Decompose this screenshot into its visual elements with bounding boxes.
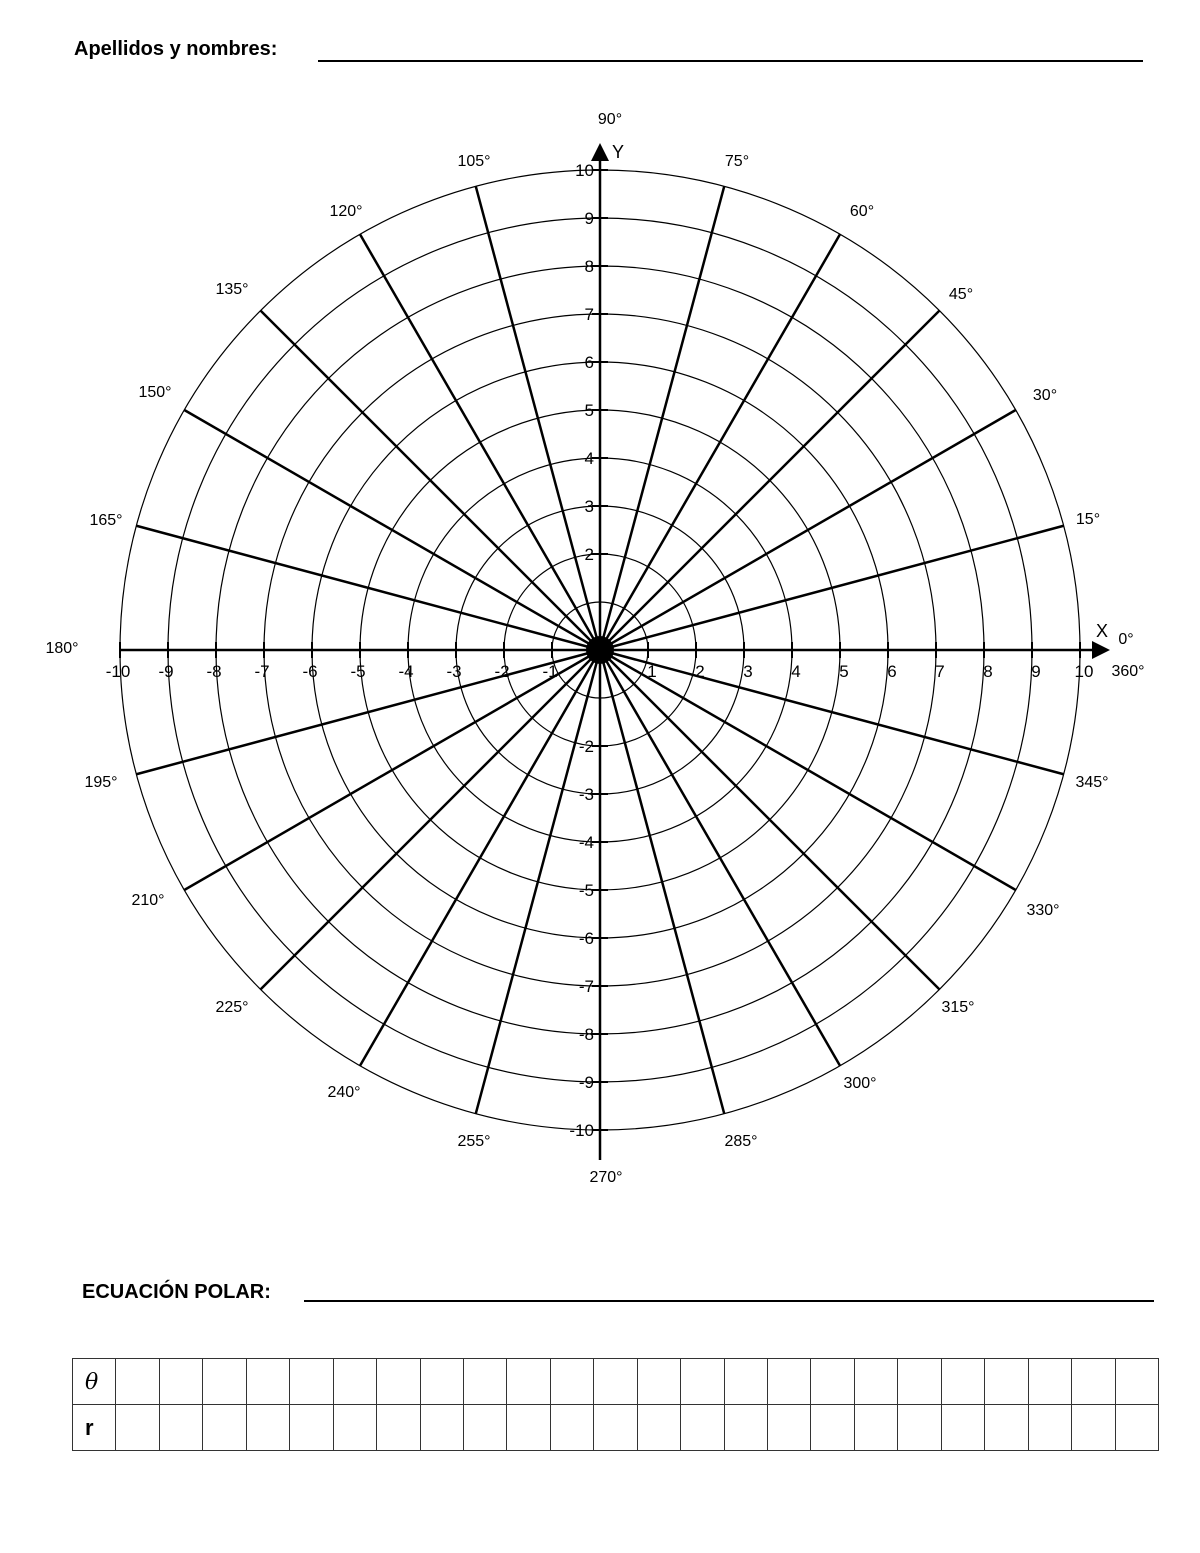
y-tick-label: 9: [584, 209, 594, 228]
x-tick-label: -3: [446, 662, 462, 681]
r-value-cell[interactable]: [594, 1405, 637, 1451]
r-value-cell[interactable]: [463, 1405, 506, 1451]
y-tick-label: -9: [578, 1073, 594, 1092]
x-tick-label: 8: [983, 662, 993, 681]
theta-value-cell[interactable]: [246, 1359, 289, 1405]
x-tick-label: 7: [935, 662, 945, 681]
r-symbol: r: [85, 1414, 94, 1440]
theta-value-cell[interactable]: [507, 1359, 550, 1405]
x-tick-label: -10: [105, 662, 131, 681]
r-value-cell[interactable]: [420, 1405, 463, 1451]
angle-label: 120°: [329, 203, 363, 220]
angle-label: 345°: [1075, 774, 1109, 791]
theta-value-cell[interactable]: [420, 1359, 463, 1405]
angle-label: 300°: [843, 1075, 877, 1092]
angle-label: 165°: [89, 512, 123, 529]
x-tick-label: 2: [695, 662, 705, 681]
theta-value-cell[interactable]: [681, 1359, 724, 1405]
ray-300: [600, 650, 840, 1066]
angle-label: 315°: [941, 999, 975, 1016]
r-value-cell[interactable]: [637, 1405, 680, 1451]
r-header-cell: [73, 1405, 116, 1451]
theta-value-cell[interactable]: [985, 1359, 1028, 1405]
y-tick-label: 6: [584, 353, 594, 372]
angle-label: 105°: [457, 153, 491, 170]
y-tick-label: -10: [569, 1121, 594, 1140]
ray-30: [600, 410, 1016, 650]
x-tick-label: 10: [1074, 662, 1094, 681]
x-tick-label: -9: [158, 662, 174, 681]
values-table: [72, 1358, 1159, 1451]
r-value-cell[interactable]: [898, 1405, 941, 1451]
origin-dot: [586, 636, 614, 664]
equation-label: ECUACIÓN POLAR:: [82, 1281, 271, 1303]
r-row: [73, 1405, 1159, 1451]
y-tick-label: 8: [584, 257, 594, 276]
y-axis-label: Y: [612, 142, 625, 162]
r-value-cell[interactable]: [941, 1405, 984, 1451]
theta-value-cell[interactable]: [333, 1359, 376, 1405]
theta-value-cell[interactable]: [637, 1359, 680, 1405]
x-tick-label: 3: [743, 662, 753, 681]
r-value-cell[interactable]: [1028, 1405, 1071, 1451]
ray-165: [136, 526, 600, 650]
theta-row: [73, 1359, 1159, 1405]
y-tick-label: -7: [578, 977, 594, 996]
theta-value-cell[interactable]: [463, 1359, 506, 1405]
r-value-cell[interactable]: [985, 1405, 1028, 1451]
angle-label: 180°: [45, 640, 79, 657]
r-value-cell[interactable]: [203, 1405, 246, 1451]
r-value-cell[interactable]: [724, 1405, 767, 1451]
ray-345: [600, 650, 1064, 774]
r-value-cell[interactable]: [333, 1405, 376, 1451]
r-value-cell[interactable]: [550, 1405, 593, 1451]
r-value-cell[interactable]: [116, 1405, 159, 1451]
x-tick-label: -6: [302, 662, 318, 681]
y-tick-label: 5: [584, 401, 594, 420]
theta-symbol: θ: [85, 1369, 99, 1395]
y-tick-label: 4: [584, 449, 594, 468]
ray-15: [600, 526, 1064, 650]
r-value-cell[interactable]: [768, 1405, 811, 1451]
theta-value-cell[interactable]: [594, 1359, 637, 1405]
angle-label: 75°: [724, 153, 750, 170]
y-tick-label: 3: [584, 497, 594, 516]
r-value-cell[interactable]: [507, 1405, 550, 1451]
r-value-cell[interactable]: [1115, 1405, 1159, 1451]
theta-value-cell[interactable]: [159, 1359, 202, 1405]
x-axis-label: X: [1096, 621, 1109, 641]
y-tick-label: -8: [578, 1025, 594, 1044]
theta-value-cell[interactable]: [550, 1359, 593, 1405]
r-value-cell[interactable]: [290, 1405, 333, 1451]
ray-225: [261, 650, 600, 989]
theta-value-cell[interactable]: [1028, 1359, 1071, 1405]
theta-value-cell[interactable]: [811, 1359, 854, 1405]
x-tick-label: -2: [494, 662, 510, 681]
ray-240: [360, 650, 600, 1066]
angle-label: 0°: [1118, 631, 1134, 648]
theta-value-cell[interactable]: [377, 1359, 420, 1405]
angle-label: 15°: [1075, 511, 1101, 528]
ray-75: [600, 186, 724, 650]
r-value-cell[interactable]: [159, 1405, 202, 1451]
y-tick-label: -4: [578, 833, 594, 852]
theta-value-cell[interactable]: [941, 1359, 984, 1405]
r-value-cell[interactable]: [854, 1405, 897, 1451]
ray-285: [600, 650, 724, 1114]
x-tick-label: -7: [254, 662, 270, 681]
r-value-cell[interactable]: [1072, 1405, 1115, 1451]
angle-label: 225°: [215, 999, 249, 1016]
x-tick-label: -8: [206, 662, 222, 681]
x-tick-label: -1: [542, 662, 558, 681]
angle-label: 285°: [724, 1133, 758, 1150]
y-tick-label: -5: [578, 881, 594, 900]
angle-label: 45°: [948, 286, 974, 303]
theta-value-cell[interactable]: [898, 1359, 941, 1405]
x-tick-label: 5: [839, 662, 849, 681]
ray-105: [476, 186, 600, 650]
y-tick-label: -6: [578, 929, 594, 948]
theta-value-cell[interactable]: [203, 1359, 246, 1405]
name-blank-line[interactable]: [318, 60, 1143, 62]
angle-label: 330°: [1026, 902, 1060, 919]
x-tick-label: 1: [647, 662, 657, 681]
ray-150: [184, 410, 600, 650]
angle-label: 360°: [1111, 663, 1145, 680]
ray-330: [600, 650, 1016, 890]
y-tick-label: 10: [575, 161, 594, 180]
x-tick-label: 6: [887, 662, 897, 681]
angle-label: 135°: [215, 281, 249, 298]
theta-value-cell[interactable]: [1115, 1359, 1159, 1405]
angle-label: 195°: [84, 774, 118, 791]
theta-value-cell[interactable]: [1072, 1359, 1115, 1405]
angle-label: 255°: [457, 1133, 491, 1150]
angle-label: 270°: [589, 1169, 623, 1186]
ray-60: [600, 234, 840, 650]
y-axis-arrow-icon: [591, 143, 609, 161]
angle-label: 30°: [1032, 387, 1058, 404]
x-tick-label: 9: [1031, 662, 1041, 681]
theta-value-cell[interactable]: [768, 1359, 811, 1405]
theta-value-cell[interactable]: [724, 1359, 767, 1405]
equation-blank-line[interactable]: [304, 1300, 1154, 1302]
y-tick-label: 7: [584, 305, 594, 324]
theta-header-cell: [73, 1359, 116, 1405]
r-value-cell[interactable]: [377, 1405, 420, 1451]
x-tick-label: -5: [350, 662, 366, 681]
theta-value-cell[interactable]: [854, 1359, 897, 1405]
ray-210: [184, 650, 600, 890]
polar-grid: [0, 100, 1200, 1210]
x-tick-label: 4: [791, 662, 801, 681]
ray-315: [600, 650, 939, 989]
theta-value-cell[interactable]: [290, 1359, 333, 1405]
x-axis-arrow-icon: [1092, 641, 1110, 659]
angle-label: 90°: [597, 111, 623, 128]
r-value-cell[interactable]: [246, 1405, 289, 1451]
angle-label: 150°: [138, 384, 172, 401]
r-value-cell[interactable]: [681, 1405, 724, 1451]
angle-label: 210°: [131, 892, 165, 909]
name-label: Apellidos y nombres:: [74, 38, 278, 60]
ray-120: [360, 234, 600, 650]
ray-45: [600, 311, 939, 650]
angle-label: 240°: [327, 1084, 361, 1101]
y-tick-label: -3: [578, 785, 594, 804]
ray-135: [261, 311, 600, 650]
y-tick-label: 2: [584, 545, 594, 564]
y-tick-label: -2: [578, 737, 594, 756]
x-tick-label: -4: [398, 662, 414, 681]
r-value-cell[interactable]: [811, 1405, 854, 1451]
angle-label: 60°: [849, 203, 875, 220]
theta-value-cell[interactable]: [116, 1359, 159, 1405]
